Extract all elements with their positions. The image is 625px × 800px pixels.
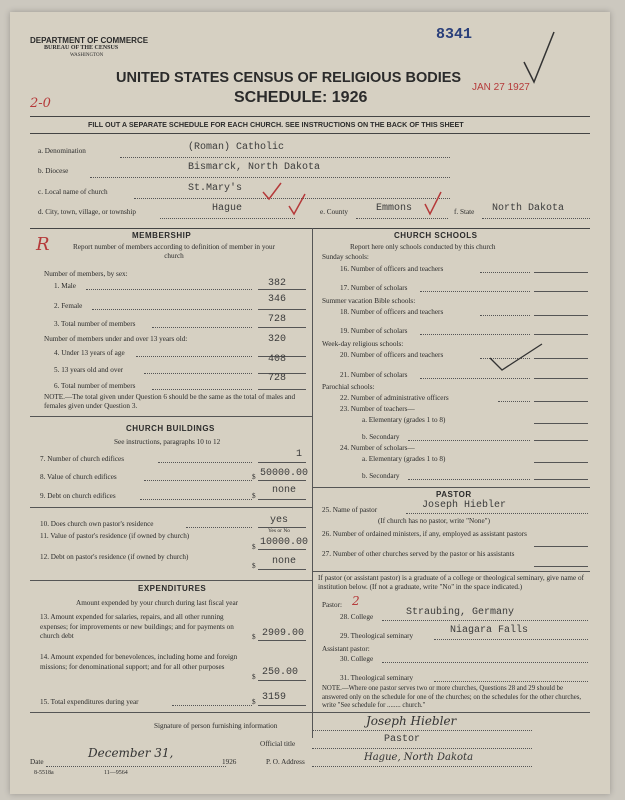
- diocese-label: b. Diocese: [38, 167, 69, 175]
- other-churches-label: 27. Number of other churches served by the pastor or his assistants: [322, 550, 515, 558]
- q23-label: 23. Number of teachers—: [340, 405, 415, 413]
- assistant-seminary-label: 31. Theological seminary: [340, 674, 414, 682]
- total-expenditures-value[interactable]: 3159: [262, 692, 287, 703]
- pastor-subheading: Pastor:: [322, 601, 342, 609]
- official-title-label: Official title: [260, 740, 296, 748]
- pastor-name-label: 25. Name of pastor: [322, 506, 378, 514]
- under-13-label: 4. Under 13 years of age: [54, 349, 125, 357]
- female-value[interactable]: 346: [268, 294, 287, 305]
- q24a-label: a. Elementary (grades 1 to 8): [362, 455, 446, 463]
- received-stamp: JAN 27 1927: [472, 82, 530, 93]
- census-schedule-form: DEPARTMENT OF COMMERCE BUREAU OF THE CENSUS WASHINGTON 8341 JAN 27 1927 UNITED STATES CENSUS OF RELIGIOUS BODIES SCHEDULE: 1926 2-0 FILL OUT A SEPARATE SCHEDULE FOR EACH CHURCH. SEE INSTRUCTIONS ON THE BACK OF THIS SHEET a. Denomination (Roman) Catholic b. Diocese Bismarck, North Dakota c. Local name of church St.Mary's d. City, town, village, or township Hague e. County Emmons f. State North Dakota MEMBERSHIP R Report number of members according to definition of member in your church Number of members, by sex: 1. Male 382 2. Female 346 3. Total number of members 728 Number of members under and over 13 years old: 4. Under 13 years of age 320 5. 13 years old and over 408 6. Total number of members 728 NOTE.—The total given under Question 6 should be the same as the total of males and females given under Question 3. CHURCH BUILDINGS See instructions, paragraphs 10 to 12 7. Number of church edifices 1 8. Value of church edifices $ 50000.00 9. Debt on church edifices $ none 10. Does church own pastor's residence yes Yes or No 11. Value of pastor's residence (if owned by church) $ 10000.00 12. Debt on pastor's residence (if owned by church) $ none EXPENDITURES Amount expended by your church during last fiscal year 13. Amount expended for salaries, repairs, and all other running expenses; for improvements or new buildings; and for payments on church debt $ 2909.00 14. Amount expended for benevolences, including home and foreign missions; for denominational support; and for all other purposes $ 250.00 15. Total expenditures during year $ 3159 CHURCH SCHOOLS Report here only schools conducted by this church Sunday schools: 16. Number of officers and teachers 17. Number of scholars Summer vacation Bible schools: 18. Number of officers and teachers 19. Number of scholars Week-day religious schools: 20. Number of officers and teachers 21. Number of scholars Parochial schools: 22. Number of administrative officers 23. Number of teachers— a. Elementary (grades 1 to 8) b. Secondary 24. Number of scholars— a. Elementary (grades 1 to 8) b. Secondary PASTOR 25. Name of pastor Joseph Hiebler (If church has no pastor, write "None") 26. Number of ordained ministers, if any, employed as assistant pastors 27. Number of other churches served by the pastor or his assistants If pastor (or assistant pastor) is a graduate of a college or theological seminary, give name of institution below. (If not a graduate, write "No" in the space indicated.) Pastor: 2 28. College Straubing, Germany 29. Theological seminary Niagara Falls Assistant pastor: 30. College 31. Theological seminary NOTE.—Where one pastor serves two or more churches, Questions 28 and 29 should be answered only on the schedule for one of the churches; on the schedules for the other churches, write "See schedule for ........ church." Signature of person furnishing information Joseph Hiebler Official title Pastor Date December 31, 1926 P. O. Address Hague, North Dakota 8-5518a 11—9564: [10, 12, 610, 794]
- membership-title: MEMBERSHIP: [132, 231, 192, 240]
- form-instruction: FILL OUT A SEPARATE SCHEDULE FOR EACH CHURCH. SEE INSTRUCTIONS ON THE BACK OF THIS SHEET: [88, 120, 464, 129]
- parochial-label: Parochial schools:: [322, 383, 375, 391]
- margin-note: 2-0: [30, 96, 51, 111]
- seminary-value[interactable]: Niagara Falls: [450, 625, 529, 636]
- residence-debt-label: 12. Debt on pastor's residence (if owned by church): [40, 553, 189, 561]
- date-year: 1926: [222, 758, 237, 766]
- benevolences-label: 14. Amount expended for benevolences, including home and foreign missions; for denominational support; and for all other purposes: [40, 653, 238, 671]
- pastor-name-value[interactable]: Joseph Hiebler: [422, 500, 507, 511]
- state-label: f. State: [454, 208, 475, 216]
- female-label: 2. Female: [54, 302, 83, 310]
- denomination-label: a. Denomination: [38, 147, 86, 155]
- city-heading: WASHINGTON: [70, 53, 104, 58]
- form-number: 8-5518a: [34, 770, 54, 776]
- church-name-value[interactable]: St.Mary's: [188, 183, 243, 194]
- edifices-value-label: 8. Value of church edifices: [40, 473, 117, 481]
- edifices-count-value[interactable]: 1: [296, 449, 303, 460]
- sunday-label: Sunday schools:: [322, 253, 369, 261]
- membership-note: NOTE.—The total given under Question 6 should be the same as the total of males and females given under Question 3.: [44, 393, 296, 410]
- edifices-count-label: 7. Number of church edifices: [40, 455, 125, 463]
- official-title-value[interactable]: Pastor: [384, 734, 421, 745]
- margin-mark-2: 2: [352, 594, 360, 608]
- county-value[interactable]: Emmons: [376, 203, 413, 214]
- seminary-label: 29. Theological seminary: [340, 632, 414, 640]
- total-members-label: 3. Total number of members: [54, 320, 136, 328]
- denomination-value[interactable]: (Roman) Catholic: [188, 142, 285, 153]
- total-members-age-label: 6. Total number of members: [54, 382, 136, 390]
- checkmark-icon: [286, 192, 308, 218]
- form-schedule-year: SCHEDULE: 1926: [234, 89, 368, 106]
- schools-intro: Report here only schools conducted by this church: [350, 243, 496, 251]
- over-13-label: 5. 13 years old and over: [54, 366, 124, 374]
- assistant-count-label: 26. Number of ordained ministers, if any, employed as assistant pastors: [322, 530, 527, 538]
- graduate-instructions: If pastor (or assistant pastor) is a graduate of a college or theological seminary, give name of institution below. (If not a graduate, write "No" in the space indicated.): [318, 574, 584, 591]
- running-expenses-label: 13. Amount expended for salaries, repairs, and all other running expenses; for improvements or new buildings; and for payments on church debt: [40, 613, 234, 640]
- pastor-name-hint: (If church has no pastor, write "None"): [378, 517, 490, 525]
- running-expenses-value[interactable]: 2909.00: [262, 628, 305, 639]
- address-label: P. O. Address: [266, 758, 305, 766]
- signature-value[interactable]: Joseph Hiebler: [366, 714, 457, 728]
- form-number-2: 11—9564: [104, 770, 128, 776]
- checkmark-icon: [422, 190, 444, 218]
- college-label: 28. College: [340, 613, 374, 621]
- summer-label: Summer vacation Bible schools:: [322, 297, 416, 305]
- total-expenditures-label: 15. Total expenditures during year: [40, 698, 139, 706]
- weekday-label: Week-day religious schools:: [322, 340, 404, 348]
- yes-no-hint: Yes or No: [268, 528, 291, 534]
- q18-label: 18. Number of officers and teachers: [340, 308, 444, 316]
- owns-residence-label: 10. Does church own pastor's residence: [40, 520, 154, 528]
- department-heading: DEPARTMENT OF COMMERCE: [30, 36, 149, 45]
- under-13-value[interactable]: 320: [268, 334, 287, 345]
- membership-intro: Report number of members according to definition of member in your church: [73, 243, 275, 260]
- male-value[interactable]: 382: [268, 278, 287, 289]
- schools-title: CHURCH SCHOOLS: [394, 231, 478, 240]
- age-intro: Number of members under and over 13 years old:: [44, 335, 188, 343]
- q24b-label: b. Secondary: [362, 472, 400, 480]
- date-value[interactable]: December 31,: [88, 746, 174, 760]
- residence-debt-value[interactable]: none: [272, 556, 297, 567]
- bureau-heading: BUREAU OF THE CENSUS: [44, 45, 119, 51]
- buildings-title: CHURCH BUILDINGS: [126, 424, 215, 433]
- total-members-age-value[interactable]: 728: [268, 373, 287, 384]
- pastor-note: NOTE.—Where one pastor serves two or more churches, Questions 28 and 29 should be answered only on the schedule for one of the churches; on the schedules for the other churches, write "See schedule for ........ church.": [322, 685, 582, 709]
- benevolences-value[interactable]: 250.00: [262, 667, 299, 678]
- schedule-number: 8341: [436, 26, 473, 43]
- q23b-label: b. Secondary: [362, 433, 400, 441]
- q16-label: 16. Number of officers and teachers: [340, 265, 444, 273]
- total-members-value[interactable]: 728: [268, 314, 287, 325]
- checkmark-icon: [260, 180, 284, 202]
- college-value[interactable]: Straubing, Germany: [406, 607, 515, 618]
- assistant-college-label: 30. College: [340, 655, 374, 663]
- buildings-intro: See instructions, paragraphs 10 to 12: [114, 438, 221, 446]
- city-value[interactable]: Hague: [212, 203, 243, 214]
- margin-mark-r: R: [36, 234, 50, 255]
- state-value[interactable]: North Dakota: [492, 203, 565, 214]
- form-title: UNITED STATES CENSUS OF RELIGIOUS BODIES: [116, 70, 462, 86]
- checkmark-icon: [486, 340, 546, 374]
- address-value[interactable]: Hague, North Dakota: [364, 752, 474, 763]
- by-sex-label: Number of members, by sex:: [44, 270, 128, 278]
- expenditures-title: EXPENDITURES: [138, 584, 207, 593]
- owns-residence-value[interactable]: yes: [270, 515, 289, 526]
- q19-label: 19. Number of scholars: [340, 327, 408, 335]
- checkmark-icon: [520, 28, 560, 88]
- q21-label: 21. Number of scholars: [340, 371, 408, 379]
- q17-label: 17. Number of scholars: [340, 284, 408, 292]
- edifices-debt-value[interactable]: none: [272, 485, 297, 496]
- over-13-value[interactable]: 408: [268, 354, 287, 365]
- q20-label: 20. Number of officers and teachers: [340, 351, 444, 359]
- county-label: e. County: [320, 208, 348, 216]
- q22-label: 22. Number of administrative officers: [340, 394, 449, 402]
- edifices-value-value[interactable]: 50000.00: [260, 468, 309, 479]
- residence-value-label: 11. Value of pastor's residence (if owned by church): [40, 532, 190, 540]
- pastor-title: PASTOR: [436, 490, 472, 499]
- residence-value-value[interactable]: 10000.00: [260, 537, 309, 548]
- date-label: Date: [30, 758, 44, 766]
- church-name-label: c. Local name of church: [38, 188, 108, 196]
- edifices-debt-label: 9. Debt on church edifices: [40, 492, 116, 500]
- assistant-subheading: Assistant pastor:: [322, 645, 370, 653]
- q23a-label: a. Elementary (grades 1 to 8): [362, 416, 446, 424]
- signature-label: Signature of person furnishing information: [154, 722, 278, 730]
- diocese-value[interactable]: Bismarck, North Dakota: [188, 162, 321, 173]
- male-label: 1. Male: [54, 282, 76, 290]
- expenditures-intro: Amount expended by your church during last fiscal year: [76, 599, 239, 607]
- q24-label: 24. Number of scholars—: [340, 444, 415, 452]
- city-label: d. City, town, village, or township: [38, 208, 136, 216]
